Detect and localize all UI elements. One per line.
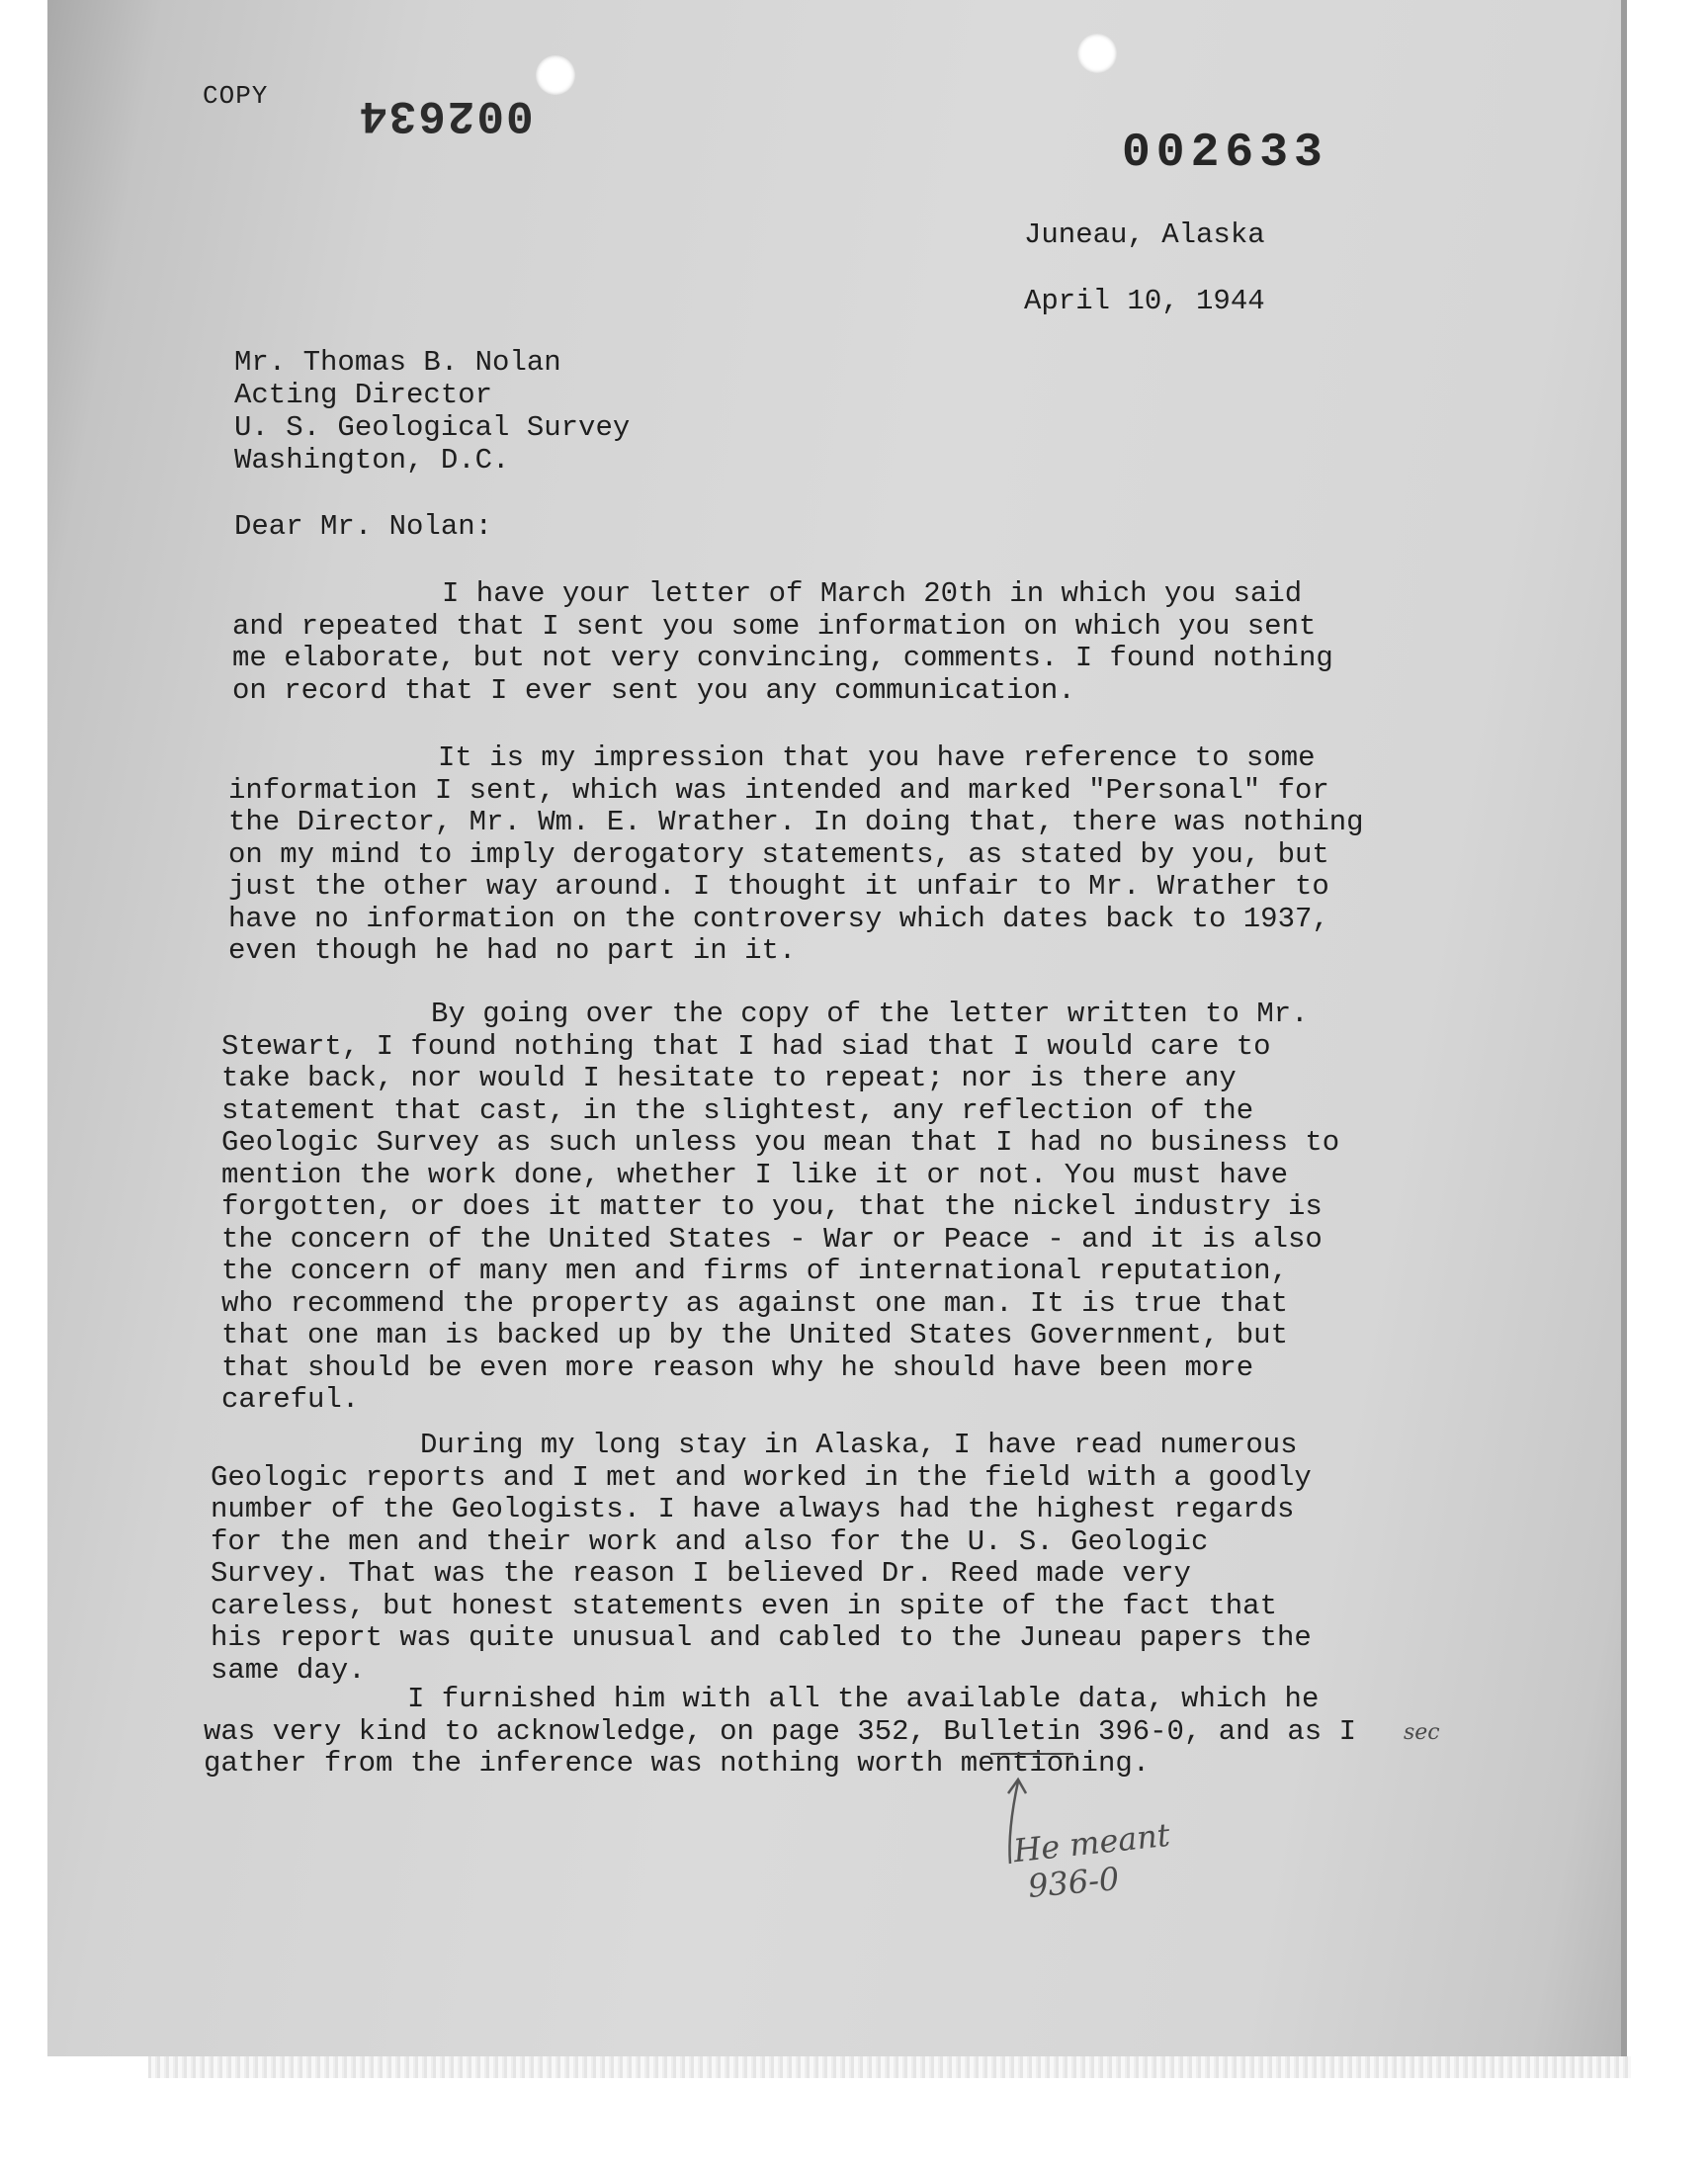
- handwritten-note-line1: He meant: [1011, 1815, 1172, 1870]
- paper-edge: [1621, 0, 1627, 2056]
- scan-bottom-edge: [148, 2056, 1631, 2078]
- recipient-title: Acting Director: [234, 379, 493, 411]
- margin-note: sec: [1404, 1720, 1440, 1745]
- punch-hole-right: [1077, 34, 1117, 73]
- document-number: 002633: [1122, 127, 1328, 180]
- handwritten-note-line2: 936-0: [1026, 1860, 1121, 1905]
- underline-mark: [988, 1750, 1077, 1758]
- punch-hole-left: [536, 55, 575, 95]
- paragraph-1: I have your letter of March 20th in which you said and repeated that I sent you some information on which you sent me elaborate, but not very convincing, comments. I found nothing on record that I ever sent you any communication.: [232, 577, 1333, 707]
- date: April 10, 1944: [1024, 285, 1265, 317]
- paragraph-2: It is my impression that you have reference to some information I sent, which was intended and marked "Personal" for the Director, Mr. Wm. E. Wrather. In doing that, there was nothing on my mind to imply derogatory statements, as stated by you, but just the other way around. I thought it unfair to Mr. Wrather to have no information on the controversy which dates back to 1937, even though he had no part in it.: [228, 741, 1364, 967]
- salutation: Dear Mr. Nolan:: [234, 510, 493, 543]
- paragraph-4: During my long stay in Alaska, I have read numerous Geologic reports and I met and worked in the field with a goodly number of the Geologists. I have always had the highest regards for the men and their work and also for the U. S. Geologic Survey. That was the reason I believed Dr. Reed made very careless, but honest statements even in spite of the fact that his report was quite unusual and cabled to the Juneau papers the same day.: [211, 1429, 1312, 1687]
- copy-mark: COPY: [203, 81, 269, 111]
- mirrored-stamp: 002634: [358, 89, 534, 140]
- recipient-city: Washington, D.C.: [234, 444, 510, 477]
- recipient-organization: U. S. Geological Survey: [234, 411, 631, 444]
- paragraph-3: By going over the copy of the letter written to Mr. Stewart, I found nothing that I had siad that I would care to take back, nor would I hesitate to repeat; nor is there any statement that cast, in the slightest, any reflection of the Geologic Survey as such unless you mean that I had no business to mention the work done, whether I like it or not. You must have forgotten, or does it matter to you, that the nickel industry is the concern of the United States - War or Peace - and it is also the concern of many men and firms of international reputation, who recommend the property as against one man. It is true that that one man is backed up by the United States Government, but that should be even more reason why he should have been more careful.: [221, 998, 1340, 1416]
- recipient-name: Mr. Thomas B. Nolan: [234, 346, 561, 379]
- paragraph-5: I furnished him with all the available data, which he was very kind to acknowledge, on page 352, Bulletin 396-0, and as I gather from the inference was nothing worth mentioning.: [204, 1683, 1356, 1780]
- location: Juneau, Alaska: [1024, 218, 1265, 251]
